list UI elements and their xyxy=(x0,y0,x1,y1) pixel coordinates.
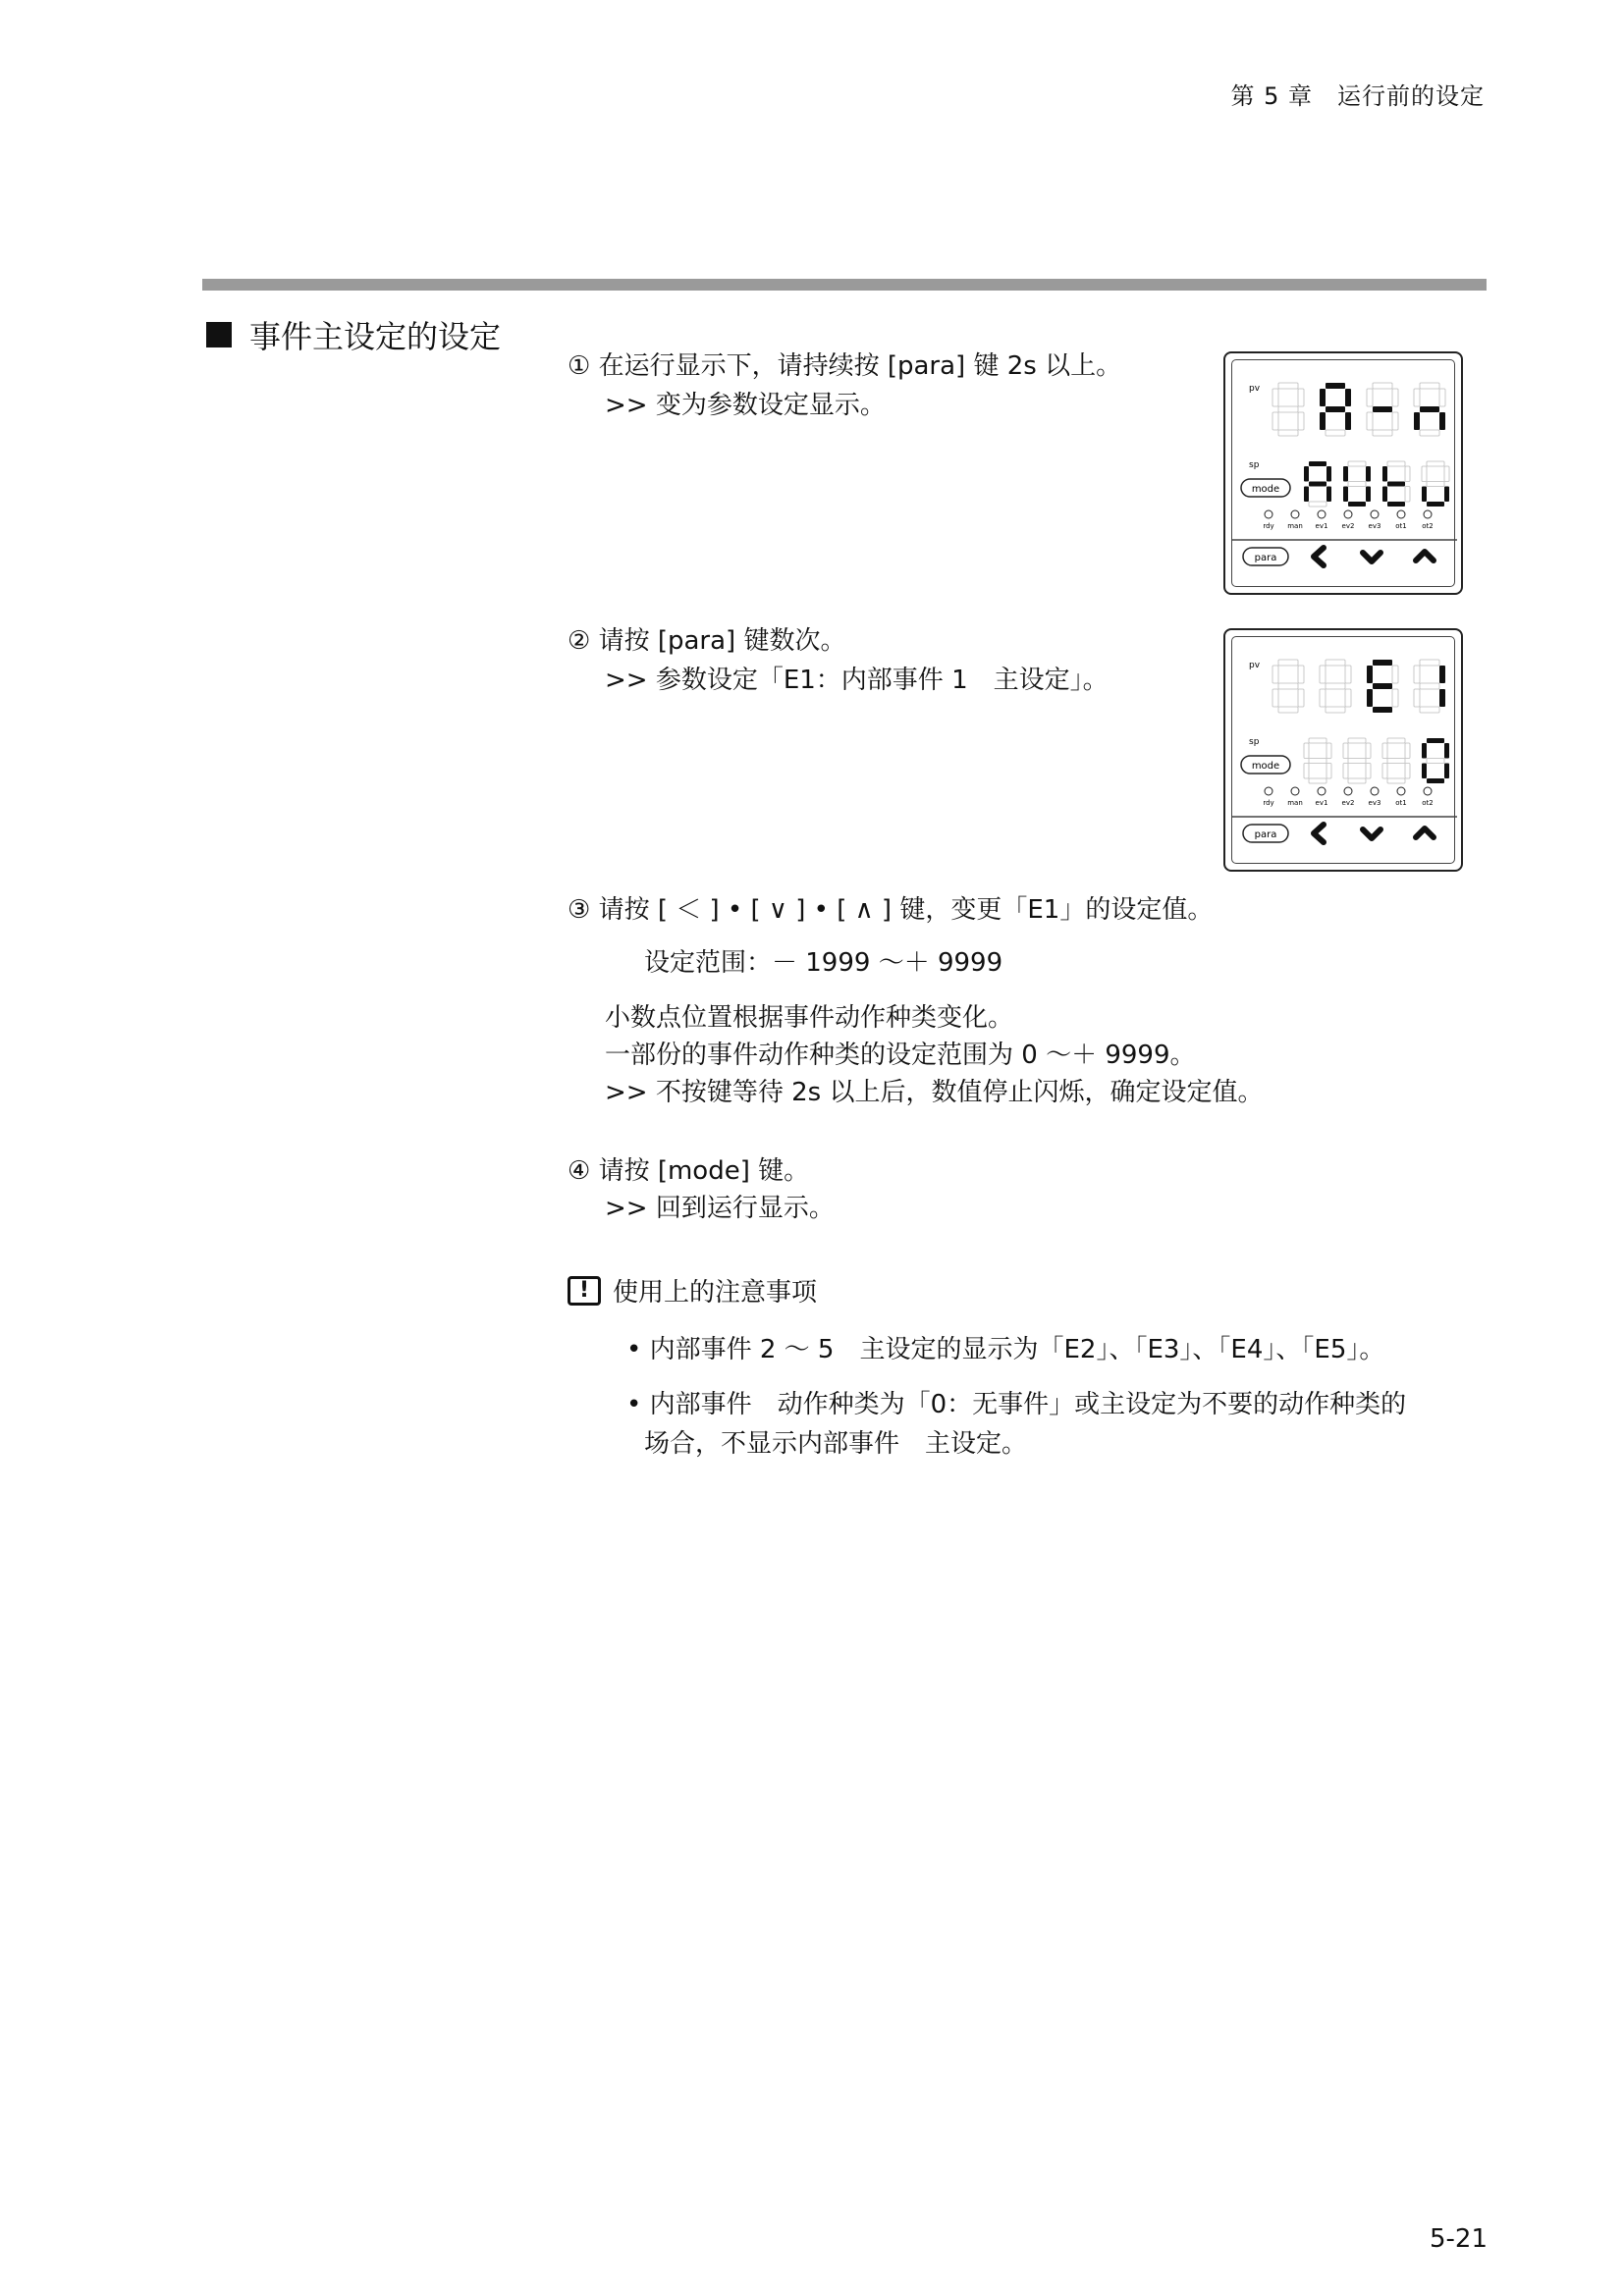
segment-lit xyxy=(1320,412,1326,430)
section-title: 事件主设定的设定 xyxy=(249,318,502,355)
segment-off xyxy=(1387,759,1405,764)
up-arrow-key-icon[interactable] xyxy=(1416,828,1434,837)
status-led-label: ev3 xyxy=(1368,522,1381,530)
left-arrow-key-icon[interactable] xyxy=(1314,825,1324,842)
segment-lit xyxy=(1304,487,1309,503)
caution-bullet-2-cont: 场合，不显示内部事件 主设定。 xyxy=(644,1429,1028,1459)
segment-off xyxy=(1298,689,1304,707)
caution-title: 使用上的注意事项 xyxy=(613,1278,818,1308)
segment-lit xyxy=(1366,487,1371,503)
segment-off xyxy=(1348,461,1366,466)
segment-off xyxy=(1298,666,1304,683)
status-led-ev2 xyxy=(1344,510,1352,518)
segment-lit xyxy=(1444,743,1449,759)
controller-panel-2-drawing xyxy=(1225,630,1465,874)
sp-digits xyxy=(1304,461,1449,507)
segment-off xyxy=(1320,666,1326,683)
segment-lit xyxy=(1422,764,1427,779)
segment-off xyxy=(1367,389,1373,406)
segment-lit xyxy=(1414,412,1420,430)
sp-label: sp xyxy=(1249,460,1260,470)
segment-off xyxy=(1387,738,1405,743)
segment-off xyxy=(1326,707,1345,713)
segment-off xyxy=(1348,738,1366,743)
segment-off xyxy=(1367,412,1373,430)
segment-off xyxy=(1348,778,1366,783)
section-heading xyxy=(206,312,501,357)
segment-lit xyxy=(1304,466,1309,482)
segment-off xyxy=(1444,466,1449,482)
segment-lit xyxy=(1444,764,1449,779)
up-arrow-key-icon[interactable] xyxy=(1416,552,1434,561)
status-led-rdy xyxy=(1265,510,1272,518)
segment-off xyxy=(1373,430,1392,436)
section-divider xyxy=(202,279,1487,291)
status-led-ev1 xyxy=(1318,787,1326,795)
segment-lit xyxy=(1367,689,1373,707)
segment-lit xyxy=(1439,412,1445,430)
step3-result: >> 不按键等待 2s 以上后，数值停止闪烁，确定设定值。 xyxy=(605,1078,1264,1107)
segment-lit xyxy=(1366,466,1371,482)
status-led-label: ot1 xyxy=(1395,522,1407,530)
status-led-ev1 xyxy=(1318,510,1326,518)
status-led-man xyxy=(1291,787,1299,795)
segment-lit xyxy=(1373,707,1392,713)
status-led-label: ot2 xyxy=(1422,522,1434,530)
step1-instruction: ① 在运行显示下，请持续按 [para] 键 2s 以上。 xyxy=(568,351,1122,381)
segment-off xyxy=(1278,383,1298,389)
sp-label: sp xyxy=(1249,737,1260,747)
segment-off xyxy=(1387,461,1405,466)
segment-off xyxy=(1414,389,1420,406)
segment-off xyxy=(1278,430,1298,436)
segment-off xyxy=(1373,383,1392,389)
caution-icon: ! xyxy=(568,1276,601,1306)
down-arrow-key-icon[interactable] xyxy=(1363,553,1380,561)
status-led-label: ot2 xyxy=(1422,799,1434,807)
status-led-label: ot1 xyxy=(1395,799,1407,807)
segment-off xyxy=(1348,759,1366,764)
status-led-ot1 xyxy=(1397,510,1405,518)
status-led-ot2 xyxy=(1424,510,1432,518)
pv-digits xyxy=(1272,660,1445,713)
segment-off xyxy=(1309,502,1326,507)
status-led-label: ev1 xyxy=(1315,799,1328,807)
status-led-ev3 xyxy=(1371,510,1379,518)
step3-note1: 小数点位置根据事件动作种类变化。 xyxy=(605,1003,1014,1033)
segment-off xyxy=(1366,764,1371,779)
segment-lit xyxy=(1387,502,1405,507)
segment-off xyxy=(1309,759,1326,764)
segment-off xyxy=(1439,389,1445,406)
segment-off xyxy=(1272,389,1278,406)
pv-label: pv xyxy=(1249,384,1261,394)
segment-off xyxy=(1392,412,1398,430)
segment-lit xyxy=(1427,778,1444,783)
segment-off xyxy=(1414,689,1420,707)
segment-off xyxy=(1309,778,1326,783)
caution-bullet-1: • 内部事件 2 ～ 5 主设定的显示为「E2」、「E3」、「E4」、「E5」。 xyxy=(626,1335,1385,1364)
status-led-rdy xyxy=(1265,787,1272,795)
status-led-label: man xyxy=(1287,522,1303,530)
segment-lit xyxy=(1343,466,1348,482)
segment-off xyxy=(1387,778,1405,783)
step4-instruction: ④ 请按 [mode] 键。 xyxy=(568,1156,810,1186)
step2-instruction: ② 请按 [para] 键数次。 xyxy=(568,626,846,656)
segment-off xyxy=(1272,689,1278,707)
para-key-label: para xyxy=(1254,829,1277,840)
mode-key-label: mode xyxy=(1251,761,1280,772)
segment-off xyxy=(1304,764,1309,779)
segment-off xyxy=(1427,482,1444,487)
segment-off xyxy=(1414,666,1420,683)
status-led-label: man xyxy=(1287,799,1303,807)
segment-lit xyxy=(1320,389,1326,406)
segment-lit xyxy=(1348,502,1366,507)
segment-off xyxy=(1278,660,1298,666)
status-led-label: rdy xyxy=(1263,522,1274,530)
segment-off xyxy=(1320,689,1326,707)
pv-digits xyxy=(1272,383,1445,436)
segment-off xyxy=(1345,689,1351,707)
segment-off xyxy=(1405,466,1410,482)
segment-off xyxy=(1326,743,1331,759)
mode-key-label: mode xyxy=(1251,484,1280,495)
status-led-ot1 xyxy=(1397,787,1405,795)
status-led-ot2 xyxy=(1424,787,1432,795)
segment-off xyxy=(1343,743,1348,759)
status-led-label: ev1 xyxy=(1315,522,1328,530)
step3-range: 设定范围：－ 1999 ～＋ 9999 xyxy=(644,948,1003,978)
segment-off xyxy=(1420,707,1439,713)
segment-lit xyxy=(1420,406,1439,412)
segment-off xyxy=(1298,389,1304,406)
segment-lit xyxy=(1439,689,1445,707)
page-number: 5-21 xyxy=(1430,2224,1489,2254)
segment-lit xyxy=(1382,487,1387,503)
segment-lit xyxy=(1345,412,1351,430)
segment-lit xyxy=(1343,487,1348,503)
segment-off xyxy=(1326,764,1331,779)
segment-lit xyxy=(1444,487,1449,503)
caution-bullet-2: • 内部事件 动作种类为「0：无事件」或主设定为不要的动作种类的 xyxy=(626,1390,1407,1419)
segment-off xyxy=(1427,759,1444,764)
status-leds xyxy=(1263,787,1433,807)
segment-lit xyxy=(1387,482,1405,487)
segment-lit xyxy=(1422,743,1427,759)
status-led-label: ev2 xyxy=(1341,799,1355,807)
segment-lit xyxy=(1309,461,1326,466)
segment-off xyxy=(1405,487,1410,503)
segment-off xyxy=(1420,683,1439,689)
sp-digits xyxy=(1304,738,1449,783)
segment-lit xyxy=(1326,487,1331,503)
segment-lit xyxy=(1373,406,1392,412)
segment-lit xyxy=(1427,502,1444,507)
segment-lit xyxy=(1373,660,1392,666)
step3-instruction: ③ 请按 [ ＜ ] • [ ∨ ] • [ ∧ ] 键，变更「E1」的设定值。 xyxy=(568,895,1214,925)
step4-result: >> 回到运行显示。 xyxy=(605,1194,835,1223)
segment-lit xyxy=(1427,738,1444,743)
controller-panel-2 xyxy=(1223,628,1463,872)
controller-panel-1-drawing xyxy=(1225,353,1465,597)
segment-lit xyxy=(1309,482,1326,487)
status-led-ev3 xyxy=(1371,787,1379,795)
segment-lit xyxy=(1382,466,1387,482)
segment-off xyxy=(1309,738,1326,743)
down-arrow-key-icon[interactable] xyxy=(1363,829,1380,838)
step2-result: >> 参数设定「E1：内部事件 1 主设定」。 xyxy=(605,666,1109,695)
segment-lit xyxy=(1439,666,1445,683)
pv-label: pv xyxy=(1249,661,1261,670)
segment-off xyxy=(1278,683,1298,689)
segment-lit xyxy=(1367,666,1373,683)
segment-off xyxy=(1272,412,1278,430)
segment-off xyxy=(1343,764,1348,779)
segment-off xyxy=(1304,743,1309,759)
left-arrow-key-icon[interactable] xyxy=(1314,548,1324,565)
segment-off xyxy=(1345,666,1351,683)
segment-lit xyxy=(1326,406,1345,412)
status-led-man xyxy=(1291,510,1299,518)
segment-off xyxy=(1278,406,1298,412)
caution-heading xyxy=(568,1272,817,1308)
para-key-label: para xyxy=(1254,553,1277,563)
segment-off xyxy=(1420,660,1439,666)
step3-note2: 一部份的事件动作种类的设定范围为 0 ～＋ 9999。 xyxy=(605,1041,1196,1070)
square-bullet-icon xyxy=(206,322,232,347)
segment-off xyxy=(1392,689,1398,707)
segment-off xyxy=(1422,466,1427,482)
segment-lit xyxy=(1422,487,1427,503)
segment-off xyxy=(1427,461,1444,466)
segment-off xyxy=(1326,660,1345,666)
step1-result: >> 变为参数设定显示。 xyxy=(605,391,886,420)
segment-off xyxy=(1382,743,1387,759)
controller-panel-1 xyxy=(1223,351,1463,595)
segment-off xyxy=(1348,482,1366,487)
segment-lit xyxy=(1373,683,1392,689)
segment-off xyxy=(1405,743,1410,759)
status-led-label: ev3 xyxy=(1368,799,1381,807)
segment-off xyxy=(1326,430,1345,436)
segment-off xyxy=(1366,743,1371,759)
status-led-ev2 xyxy=(1344,787,1352,795)
segment-lit xyxy=(1326,383,1345,389)
segment-off xyxy=(1392,389,1398,406)
segment-off xyxy=(1278,707,1298,713)
status-leds xyxy=(1263,510,1433,530)
segment-off xyxy=(1392,666,1398,683)
chapter-header: 第 5 章 运行前的设定 xyxy=(1230,82,1485,110)
segment-off xyxy=(1382,764,1387,779)
segment-off xyxy=(1420,430,1439,436)
segment-lit xyxy=(1326,466,1331,482)
segment-off xyxy=(1298,412,1304,430)
status-led-label: ev2 xyxy=(1341,522,1355,530)
segment-off xyxy=(1420,383,1439,389)
segment-off xyxy=(1326,683,1345,689)
segment-off xyxy=(1405,764,1410,779)
status-led-label: rdy xyxy=(1263,799,1274,807)
segment-lit xyxy=(1345,389,1351,406)
segment-off xyxy=(1272,666,1278,683)
